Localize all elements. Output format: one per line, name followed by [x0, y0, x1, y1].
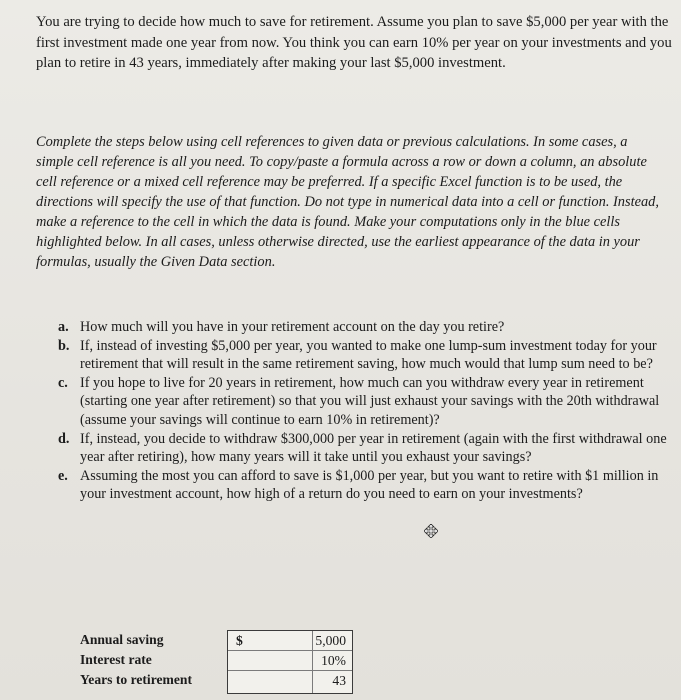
- cell-years-to-retirement[interactable]: [228, 671, 352, 691]
- question-text: If, instead, you decide to withdraw $300,000 per year in retirement (again with the first withdrawal one year after retiring), how many years will it take until you exhaust your savings?: [80, 430, 667, 466]
- question-text: How much will you have in your retirement account on the day you retire?: [80, 319, 505, 335]
- question-list: [58, 318, 668, 504]
- cell-value: 10%: [321, 653, 346, 668]
- given-label: Years to retirement: [80, 672, 192, 687]
- question-marker: a.: [58, 319, 69, 335]
- move-cursor-icon: [424, 524, 438, 538]
- given-label: Annual saving: [80, 632, 164, 647]
- question-text: If you hope to live for 20 years in retirement, how much can you withdraw every year in retirement (starting one year after retirement) so that you will just exhaust your savings with the 20th withdrawal (assume your savings will continue to earn 10% in retirement)?: [80, 374, 660, 428]
- question-b: [58, 337, 668, 374]
- question-e: [58, 467, 668, 504]
- cell-annual-saving[interactable]: [228, 631, 352, 651]
- cell-interest-rate[interactable]: [228, 651, 352, 671]
- currency-symbol: $: [236, 633, 243, 648]
- problem-intro: You are trying to decide how much to save for retirement. Assume you plan to save $5,000 per year with the first investment made one year from now. You think you can earn 10% per year on your investments and you plan to retire in 43 years, immediately after making your last $5,000 investment.: [36, 14, 672, 71]
- question-text: If, instead of investing $5,000 per year, you wanted to make one lump-sum investment today for your retirement that will result in the same retirement saving, how much would that lump sum need to be?: [80, 337, 657, 373]
- given-data-cells: [227, 630, 353, 694]
- question-d: [58, 430, 668, 467]
- question-marker: e.: [58, 467, 68, 484]
- question-a: [58, 318, 668, 337]
- given-label: Interest rate: [80, 652, 152, 667]
- excel-instructions: Complete the steps below using cell references to given data or previous calculations. In some cases, a simple cell reference is all you need. To copy/paste a formula across a row or down a column, an absolute cell reference or a mixed cell reference may be preferred. If a specific Excel function is to be used, the directions will specify the use of that function. Do not type in numerical data into a cell or function. Instead, make a reference to the cell in which the data is found. Make your computations only in the blue cells highlighted below. In all cases, unless otherwise directed, use the earliest appearance of the data in your formulas, usually the Given Data section.: [36, 134, 659, 270]
- cell-value: 5,000: [315, 633, 346, 648]
- cell-value: 43: [332, 673, 346, 688]
- question-c: [58, 374, 668, 430]
- question-marker: d.: [58, 430, 70, 447]
- question-marker: c.: [58, 374, 68, 391]
- question-marker: b.: [58, 337, 70, 354]
- question-text: Assuming the most you can afford to save is $1,000 per year, but you want to retire with $1 million in your investment account, how high of a return do you need to earn on your investments?: [80, 467, 659, 503]
